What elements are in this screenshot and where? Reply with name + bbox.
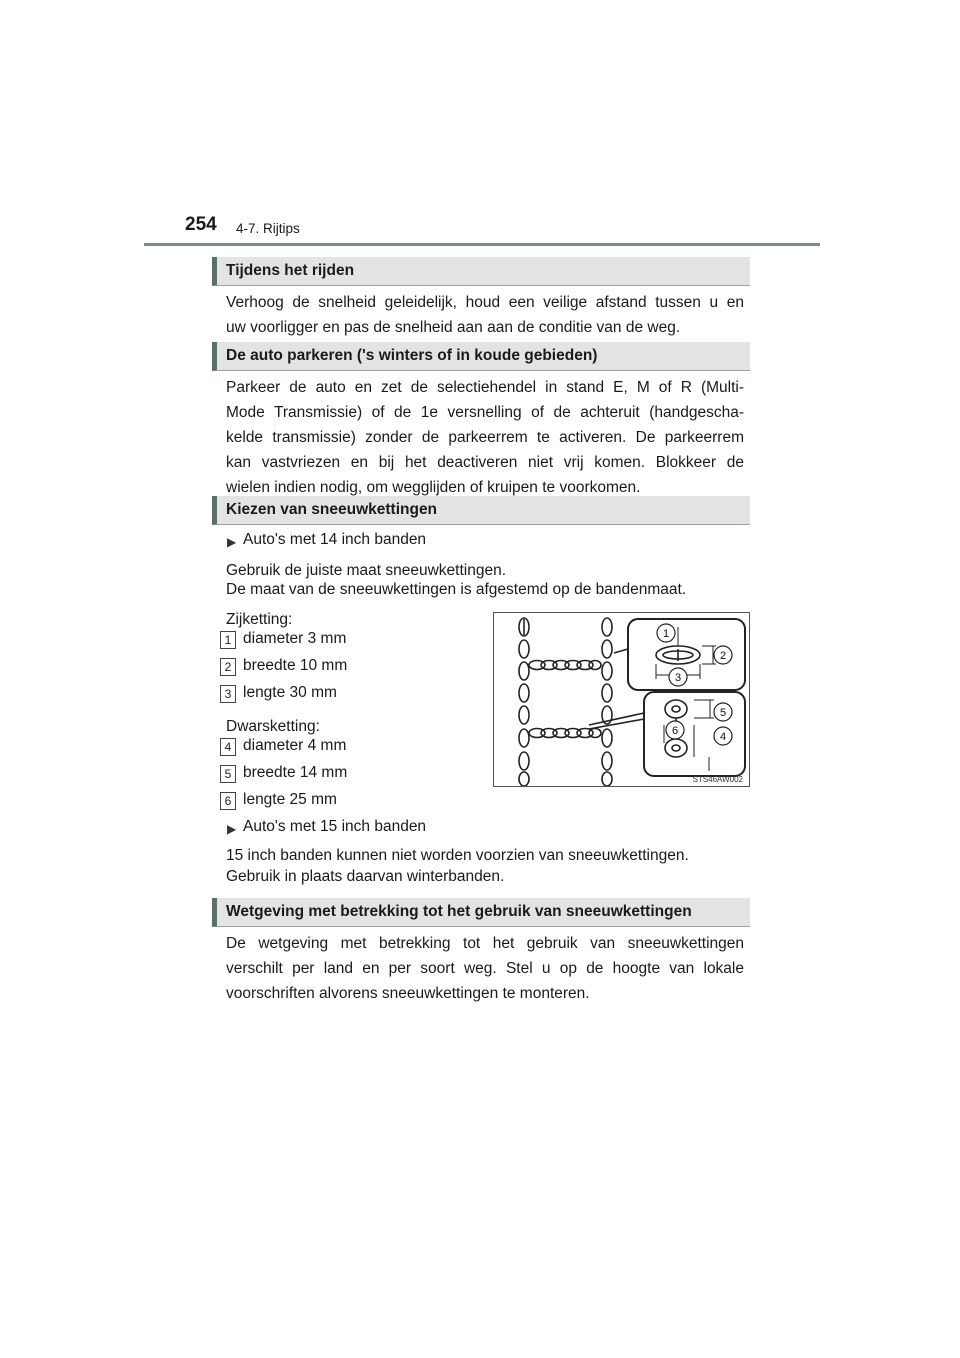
heading-driving: Tijdens het rijden xyxy=(212,257,750,286)
triangle-right-icon: ▶ xyxy=(227,822,237,836)
item-14-inch-line: Gebruik de juiste maat sneeuwkettingen. xyxy=(226,562,507,579)
heading-law: Wetgeving met betrekking tot het gebruik van sneeuwkettingen xyxy=(212,898,750,927)
paragraph-driving xyxy=(226,290,744,340)
item-14-inch-line: De maat van de sneeuwkettingen is afgestemd op de bandenmaat. xyxy=(226,581,687,598)
spec-value: breedte 10 mm xyxy=(243,657,348,674)
figure-callout xyxy=(669,668,687,686)
paragraph-line: kelde transmissie) zonder de parkeerrem te activeren. De parkeerrem xyxy=(226,429,744,446)
snow-chain-illustration xyxy=(494,613,749,786)
paragraph-line: voorschriften alvorens sneeuwkettingen te monteren. xyxy=(226,985,590,1002)
spec-value: lengte 30 mm xyxy=(243,684,337,701)
callout-number: 2 xyxy=(220,658,236,676)
callout-number: 1 xyxy=(220,631,236,649)
figure-callout xyxy=(714,727,732,745)
paragraph-law xyxy=(226,931,744,1006)
cross-chain-upper xyxy=(529,661,601,670)
callout-number: 4 xyxy=(220,738,236,756)
page-number: 254 xyxy=(185,214,217,235)
paragraph-parking xyxy=(226,375,744,500)
figure-callout xyxy=(714,646,732,664)
svg-text:6: 6 xyxy=(671,725,679,737)
snow-chain-figure xyxy=(493,612,750,787)
header-rule xyxy=(144,243,820,246)
svg-text:5: 5 xyxy=(719,707,727,719)
figure-callout xyxy=(714,703,732,721)
heading-parking: De auto parkeren ('s winters of in koude gebieden) xyxy=(212,342,750,371)
item-15-inch-line: 15 inch banden kunnen niet worden voorzien van sneeuwkettingen. xyxy=(226,847,689,864)
paragraph-line: uw voorligger en pas de snelheid aan aan de conditie van de weg. xyxy=(226,319,681,336)
spec-value: lengte 25 mm xyxy=(243,791,337,808)
paragraph-line: verschilt per land en per soort weg. Stel u op de hoogte van lokale xyxy=(226,960,744,977)
spec-value: diameter 3 mm xyxy=(243,630,347,647)
paragraph-line: Parkeer de auto en zet de selectiehendel in stand E, M of R (Multi- xyxy=(226,379,744,396)
svg-text:4: 4 xyxy=(719,731,727,743)
item-14-inch-title: Auto's met 14 inch banden xyxy=(243,531,427,548)
paragraph-line: De wetgeving met betrekking tot het gebruik van sneeuwkettingen xyxy=(226,935,744,952)
callout-number: 3 xyxy=(220,685,236,703)
heading-chains: Kiezen van sneeuwkettingen xyxy=(212,496,750,525)
paragraph-line: Verhoog de snelheid geleidelijk, houd een veilige afstand tussen u en xyxy=(226,294,744,311)
vertical-chain-right xyxy=(602,618,612,786)
side-chain-label: Zijketting: xyxy=(226,611,293,628)
spec-value: diameter 4 mm xyxy=(243,737,347,754)
svg-text:3: 3 xyxy=(674,672,682,684)
section-label: 4-7. Rijtips xyxy=(236,221,300,236)
svg-text:1: 1 xyxy=(662,628,670,640)
cross-chain-label: Dwarsketting: xyxy=(226,718,320,735)
figure-code: STS46AW002 xyxy=(692,775,743,784)
cross-chain-lower xyxy=(529,729,601,738)
callout-number: 5 xyxy=(220,765,236,783)
callout-number: 6 xyxy=(220,792,236,810)
svg-text:2: 2 xyxy=(719,650,727,662)
paragraph-line: Mode Transmissie) of de 1e versnelling of de achteruit (handgescha- xyxy=(226,404,744,421)
item-15-inch-title: Auto's met 15 inch banden xyxy=(243,818,427,835)
triangle-right-icon: ▶ xyxy=(227,535,237,549)
figure-callout xyxy=(657,624,675,642)
figure-callout xyxy=(666,721,684,739)
paragraph-line: kan vastvriezen en bij het deactiveren niet vrij komen. Blokkeer de xyxy=(226,454,744,471)
paragraph-line: wielen indien nodig, om wegglijden of kruipen te voorkomen. xyxy=(226,479,641,496)
item-15-inch-line: Gebruik in plaats daarvan winterbanden. xyxy=(226,868,505,885)
vertical-chain-left xyxy=(519,618,529,786)
spec-value: breedte 14 mm xyxy=(243,764,348,781)
